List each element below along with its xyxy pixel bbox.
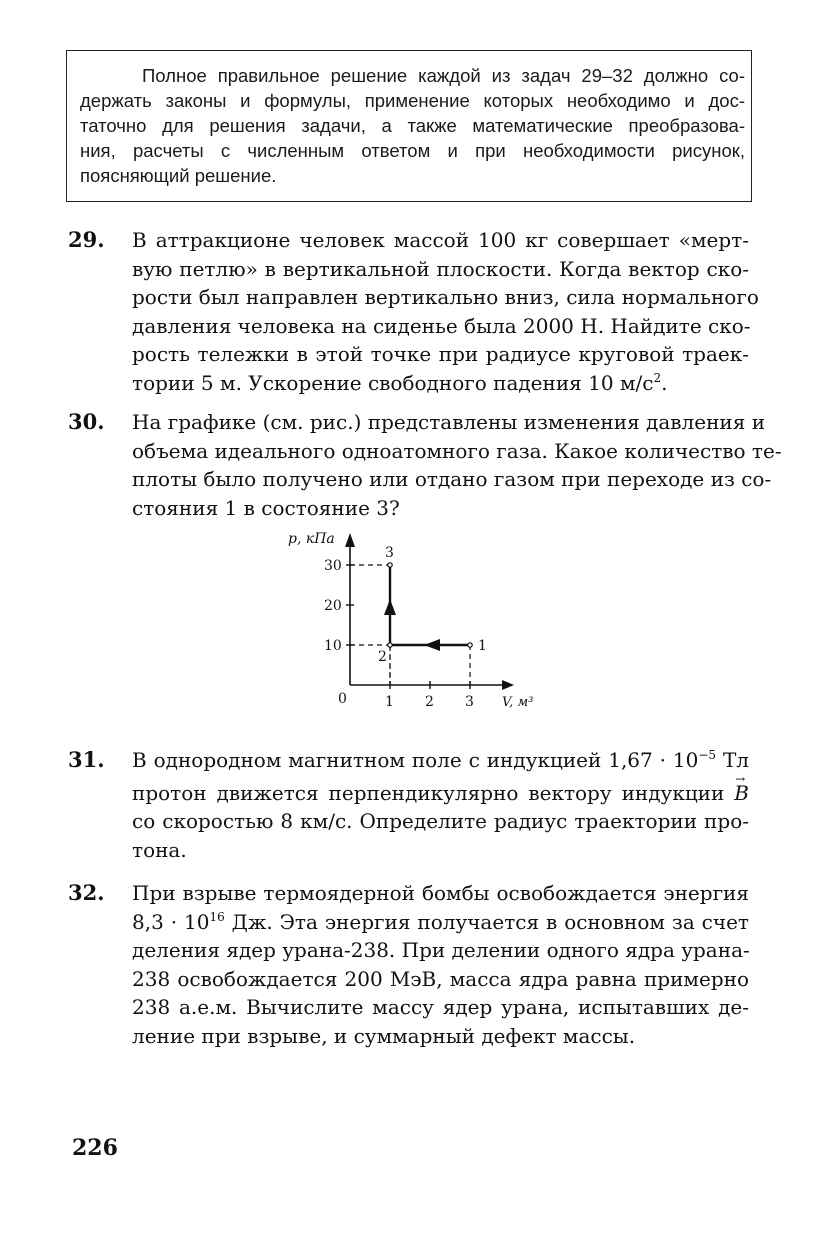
y-axis-arrow [345,533,355,547]
problem-line-text: 8,3 · 10 [132,909,210,934]
instructions-box [66,50,752,202]
x-axis-arrow [502,680,514,690]
problem-text [132,408,782,522]
problem-line: рости был направлен вертикально вниз, сила нормального [132,285,759,310]
problem-number: 30. [68,409,105,434]
exponent: 16 [209,909,225,924]
problem-line-text: протон движется перпендикулярно вектору индукции [132,780,725,805]
problem-line-text: Тл [716,748,750,772]
problem-line: 238 освобождается 200 МэВ, масса ядра равна примерно [132,966,749,991]
problem-line: плоты было получено или отдано газом при переходе из со- [132,467,772,492]
problem-text [132,879,749,1051]
state-label: 3 [385,545,394,561]
problem-line: объема идеального одноатомного газа. Какое количество те- [132,438,782,463]
instructions-line: поясняющий решение. [80,165,277,186]
instructions-line: таточно для решения задачи, а также математические преобразова- [80,115,745,136]
problem-line: вую петлю» в вертикальной плоскости. Когда вектор ско- [132,256,749,281]
pv-diagram [280,525,560,720]
problem-text [132,746,749,864]
process-arrowhead [384,599,396,615]
x-tick-label: 3 [465,694,474,710]
instructions-line: ния, расчеты с численным ответом и при необходимости рисунок, [80,140,745,161]
state-label: 1 [478,638,487,654]
problem-line: В аттракционе человек массой 100 кг совершает «мерт- [132,228,749,252]
process-arrowhead [424,639,440,651]
y-tick-label: 30 [324,558,342,574]
problem-line: со скоростью 8 км/с. Определите радиус траектории про- [132,809,749,834]
state-point [388,563,392,567]
problem-line-text: Дж. Эта энергия получается в основном за счет [224,909,749,934]
problem-line-text: В однородном магнитном поле с индукцией 1,67 · 10 [132,748,699,772]
x-tick-label: 2 [425,694,434,710]
problem-line: 238 а.е.м. Вычислите массу ядер урана, испытавших де- [132,995,749,1020]
exponent: 2 [653,370,662,385]
vector-b-symbol: → B [734,779,749,808]
problem-line [132,746,749,775]
problem-line-text: тории 5 м. Ускорение свободного падения 10 м/с [132,370,654,395]
instructions-line: держать законы и формулы, применение которых необходимо и дос- [80,90,745,111]
problem-line: давления человека на сиденье была 2000 Н. Найдите ско- [132,313,751,338]
problem-line: рость тележки в этой точке при радиусе круговой траек- [132,342,749,367]
y-tick-label: 10 [324,638,342,654]
state-point [468,643,472,647]
pv-diagram-svg [280,525,560,720]
problem-line: стояния 1 в состояние 3? [132,495,400,520]
x-tick-label: 1 [385,694,394,710]
problem-line [132,369,749,398]
exponent: −5 [698,748,717,762]
problem-number: 31. [68,747,105,772]
problem-line: ление при взрыве, и суммарный дефект массы. [132,1023,636,1048]
problem-line [132,908,749,937]
problem-text [132,226,759,398]
problem-line-text: . [661,370,668,395]
x-axis-label: V, м³ [502,695,534,710]
problem-number: 32. [68,880,105,905]
problem-line: На графике (см. рис.) представлены изменения давления и [132,410,766,434]
origin-label: 0 [338,691,347,707]
state-label: 2 [378,649,387,665]
problem-number: 29. [68,227,105,252]
problem-line: При взрыве термоядерной бомбы освобождается энергия [132,881,749,905]
problem-line: тона. [132,837,187,862]
problem-line: деления ядер урана-238. При делении одного ядра урана- [132,938,750,963]
state-point [388,643,392,647]
instructions-line: Полное правильное решение каждой из задач 29–32 должно со- [142,65,745,86]
y-tick-label: 20 [324,598,342,614]
problem-line [132,779,749,808]
y-axis-label: p, кПа [288,531,335,547]
page-number: 226 [72,1135,118,1161]
